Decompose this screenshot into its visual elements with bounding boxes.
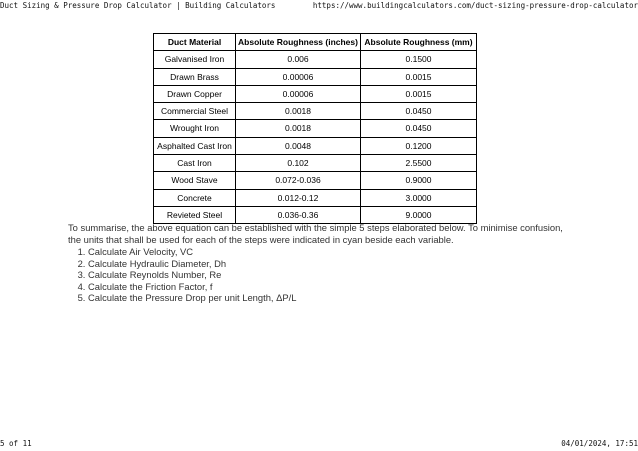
cell-material: Wrought Iron — [154, 120, 236, 137]
cell-roughness-mm: 0.0015 — [361, 68, 477, 85]
cell-material: Commercial Steel — [154, 103, 236, 120]
cell-material: Asphalted Cast Iron — [154, 137, 236, 154]
cell-roughness-inches: 0.0018 — [236, 120, 361, 137]
cell-material: Drawn Brass — [154, 68, 236, 85]
list-item: 5. Calculate the Pressure Drop per unit Length, ΔP/L — [88, 292, 296, 304]
cell-material: Galvanised Iron — [154, 51, 236, 68]
table-row — [154, 51, 477, 68]
table-row — [154, 172, 477, 189]
cell-roughness-mm: 0.9000 — [361, 172, 477, 189]
table-row — [154, 85, 477, 102]
cell-roughness-mm: 0.0450 — [361, 120, 477, 137]
table-row — [154, 120, 477, 137]
column-header-material: Duct Material — [154, 34, 236, 51]
table-header-row — [154, 34, 477, 51]
page-number: 5 of 11 — [0, 439, 32, 448]
list-item: 4. Calculate the Friction Factor, f — [88, 281, 296, 293]
column-header-roughness-mm: Absolute Roughness (mm) — [361, 34, 477, 51]
cell-roughness-inches: 0.102 — [236, 155, 361, 172]
cell-roughness-inches: 0.036-0.36 — [236, 206, 361, 223]
cell-roughness-mm: 0.0015 — [361, 85, 477, 102]
cell-roughness-inches: 0.072-0.036 — [236, 172, 361, 189]
cell-roughness-mm: 2.5500 — [361, 155, 477, 172]
list-item: 2. Calculate Hydraulic Diameter, Dh — [88, 258, 296, 270]
table-row — [154, 155, 477, 172]
cell-material: Cast Iron — [154, 155, 236, 172]
cell-roughness-inches: 0.0018 — [236, 103, 361, 120]
cell-roughness-mm: 9.0000 — [361, 206, 477, 223]
cell-roughness-inches: 0.0048 — [236, 137, 361, 154]
table-row — [154, 137, 477, 154]
page-header-title: Duct Sizing & Pressure Drop Calculator | Building Calculators — [0, 1, 276, 10]
cell-roughness-mm: 0.1500 — [361, 51, 477, 68]
roughness-table — [153, 33, 477, 224]
cell-roughness-mm: 0.1200 — [361, 137, 477, 154]
column-header-roughness-inches: Absolute Roughness (inches) — [236, 34, 361, 51]
summary-paragraph: To summarise, the above equation can be established with the simple 5 steps elaborated below. To minimise confusion, the units that shall be used for each of the steps were indicated in cyan beside each variable. — [68, 222, 563, 245]
cell-roughness-inches: 0.00006 — [236, 68, 361, 85]
list-item: 1. Calculate Air Velocity, VC — [88, 246, 296, 258]
table-row — [154, 103, 477, 120]
cell-material: Concrete — [154, 189, 236, 206]
table-row — [154, 68, 477, 85]
cell-material: Drawn Copper — [154, 85, 236, 102]
cell-roughness-inches: 0.012-0.12 — [236, 189, 361, 206]
cell-material: Revieted Steel — [154, 206, 236, 223]
page-header-url: https://www.buildingcalculators.com/duct-sizing-pressure-drop-calculator — [312, 1, 638, 10]
cell-roughness-inches: 0.006 — [236, 51, 361, 68]
print-datetime: 04/01/2024, 17:51 — [561, 439, 638, 448]
cell-roughness-mm: 3.0000 — [361, 189, 477, 206]
steps-list — [68, 246, 296, 304]
table-row — [154, 189, 477, 206]
cell-roughness-inches: 0.00006 — [236, 85, 361, 102]
cell-roughness-mm: 0.0450 — [361, 103, 477, 120]
list-item: 3. Calculate Reynolds Number, Re — [88, 269, 296, 281]
cell-material: Wood Stave — [154, 172, 236, 189]
